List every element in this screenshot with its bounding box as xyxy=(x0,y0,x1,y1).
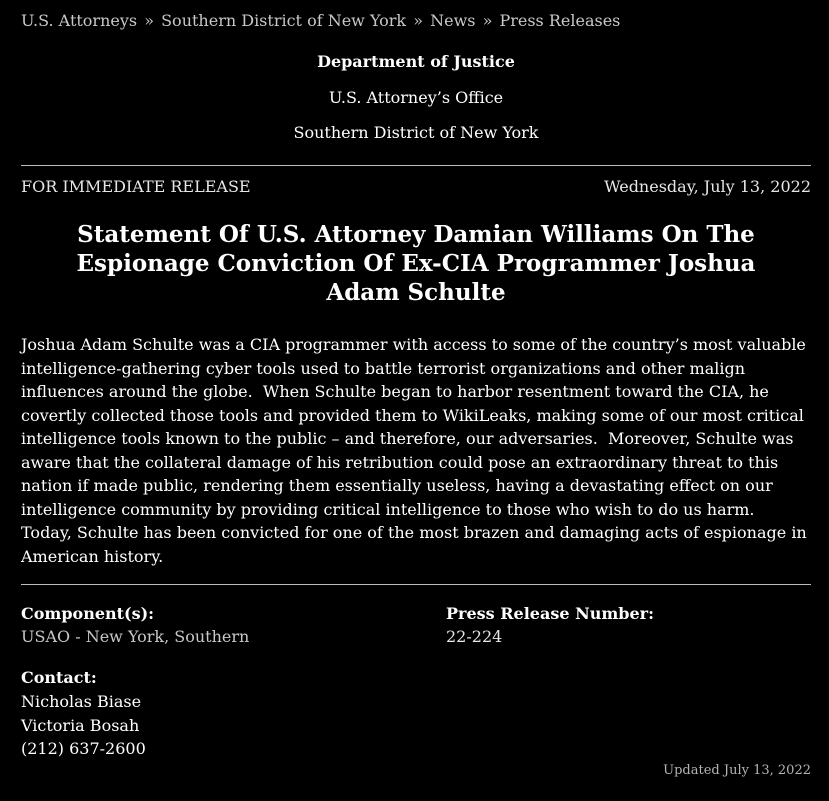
press-release-body: Joshua Adam Schulte was a CIA programmer with access to some of the country’s most valuable intelligence-gathering cyber tools used to battle terrorist organizations and other malign influences around the globe. When Schulte began to harbor resentment toward the CIA, he covertly collected those tools and provided them to WikiLeaks, making some of our most critical intelligence tools known to the public – and therefore, our adversaries. Moreover, Schulte was aware that the collateral damage of his retribution could pose an extraordinary threat to this nation if made public, rendering them essentially useless, having a devastating effect on our intelligence community by providing critical intelligence to those who wish to do us harm. Today, Schulte has been convicted for one of the most brazen and damaging acts of espionage in American history. xyxy=(21,335,812,566)
press-release-number-label: Press Release Number: xyxy=(446,604,654,623)
breadcrumb-link-sdny[interactable]: Southern District of New York xyxy=(161,11,407,30)
department-name: Department of Justice xyxy=(317,52,515,71)
breadcrumb-current-press-releases: Press Releases xyxy=(499,11,621,30)
component-label: Component(s): xyxy=(21,604,155,623)
breadcrumb-separator: » xyxy=(144,11,154,30)
divider-bottom xyxy=(21,584,811,585)
release-label: FOR IMMEDIATE RELEASE xyxy=(21,177,251,196)
contact-name-1: Nicholas Biase xyxy=(21,692,142,711)
breadcrumb-link-us-attorneys[interactable]: U.S. Attorneys xyxy=(21,11,138,30)
breadcrumb-separator: » xyxy=(413,11,423,30)
contact-phone: (212) 637-2600 xyxy=(21,739,146,758)
breadcrumb-separator: » xyxy=(482,11,493,30)
district-name: Southern District of New York xyxy=(293,123,539,142)
component-link[interactable]: USAO - New York, Southern xyxy=(21,627,250,646)
breadcrumb-link-news[interactable]: News xyxy=(430,11,476,30)
release-date: Wednesday, July 13, 2022 xyxy=(604,177,811,196)
breadcrumb xyxy=(21,11,620,30)
contact-label: Contact: xyxy=(21,668,97,687)
contact-list xyxy=(21,690,146,761)
updated-date: Updated July 13, 2022 xyxy=(663,763,811,778)
page-title: Statement Of U.S. Attorney Damian Williams On The Espionage Conviction Of Ex-CIA Programmer Joshua Adam Schulte xyxy=(76,221,756,306)
divider-top xyxy=(21,165,811,166)
contact-name-2: Victoria Bosah xyxy=(21,715,140,735)
press-release-number: 22-224 xyxy=(446,627,503,646)
office-name: U.S. Attorney’s Office xyxy=(328,88,504,107)
